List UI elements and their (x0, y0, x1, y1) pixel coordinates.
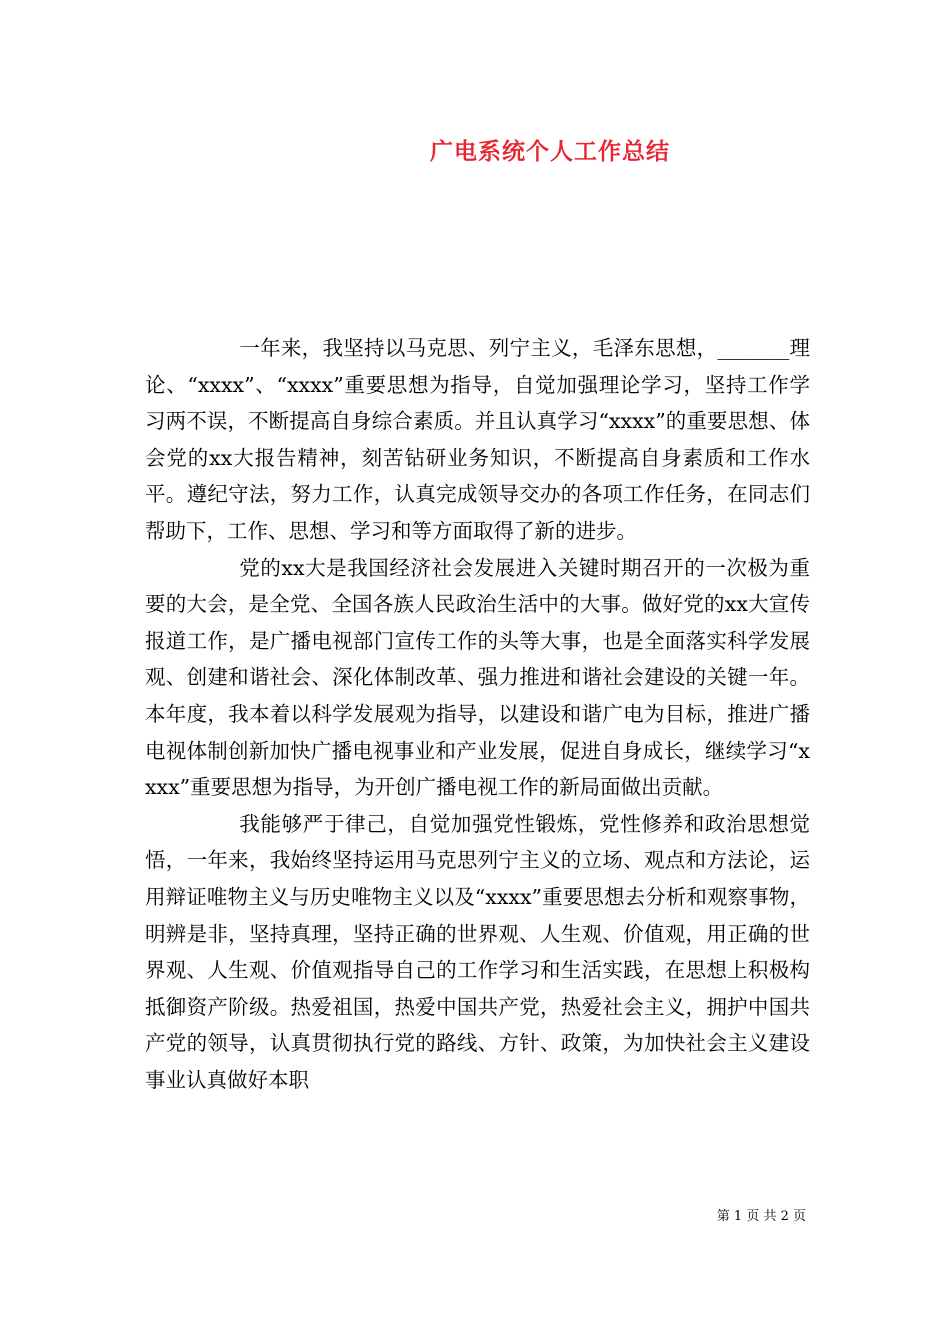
paragraph-1: 一年来，我坚持以马克思、列宁主义，毛泽东思想，_______理论、“xxxx”、“xxxx”重要思想为指导，自觉加强理论学习，坚持工作学习两不误，不断提高自身综合素质。并且认真学习“xxxx”的重要思想、体会党的xx大报告精神，刻苦钻研业务知识，不断提高自身素质和工作水平。遵纪守法，努力工作，认真完成领导交办的各项工作任务，在同志们帮助下，工作、思想、学习和等方面取得了新的进步。 (145, 336, 810, 543)
paragraph-3: 我能够严于律己，自觉加强党性锻炼，党性修养和政治思想觉悟，一年来，我始终坚持运用马克思列宁主义的立场、观点和方法论，运用辩证唯物主义与历史唯物主义以及“xxxx”重要思想去分析和观察事物，明辨是非，坚持真理，坚持正确的世界观、人生观、价值观，用正确的世界观、人生观、价值观指导自己的工作学习和生活实践，在思想上积极构抵御资产阶级。热爱祖国，热爱中国共产党，热爱社会主义，拥护中国共产党的领导，认真贯彻执行党的路线、方针、政策，为加快社会主义建设事业认真做好本职 (145, 811, 810, 1092)
document-body (145, 330, 810, 1098)
page-number-footer: 第 1 页 共 2 页 (716, 1209, 806, 1224)
paragraph-2: 党的xx大是我国经济社会发展进入关键时期召开的一次极为重要的大会，是全党、全国各族人民政治生活中的大事。做好党的xx大宣传报道工作，是广播电视部门宣传工作的头等大事，也是全面落实科学发展观、创建和谐社会、深化体制改革、强力推进和谐社会建设的关键一年。本年度，我本着以科学发展观为指导，以建设和谐广电为目标，推进广播电视体制创新加快广播电视事业和产业发展，促进自身成长，继续学习“xxxx”重要思想为指导，为开创广播电视工作的新局面做出贡献。 (145, 555, 810, 800)
document-title: 广电系统个人工作总结 (430, 138, 670, 165)
